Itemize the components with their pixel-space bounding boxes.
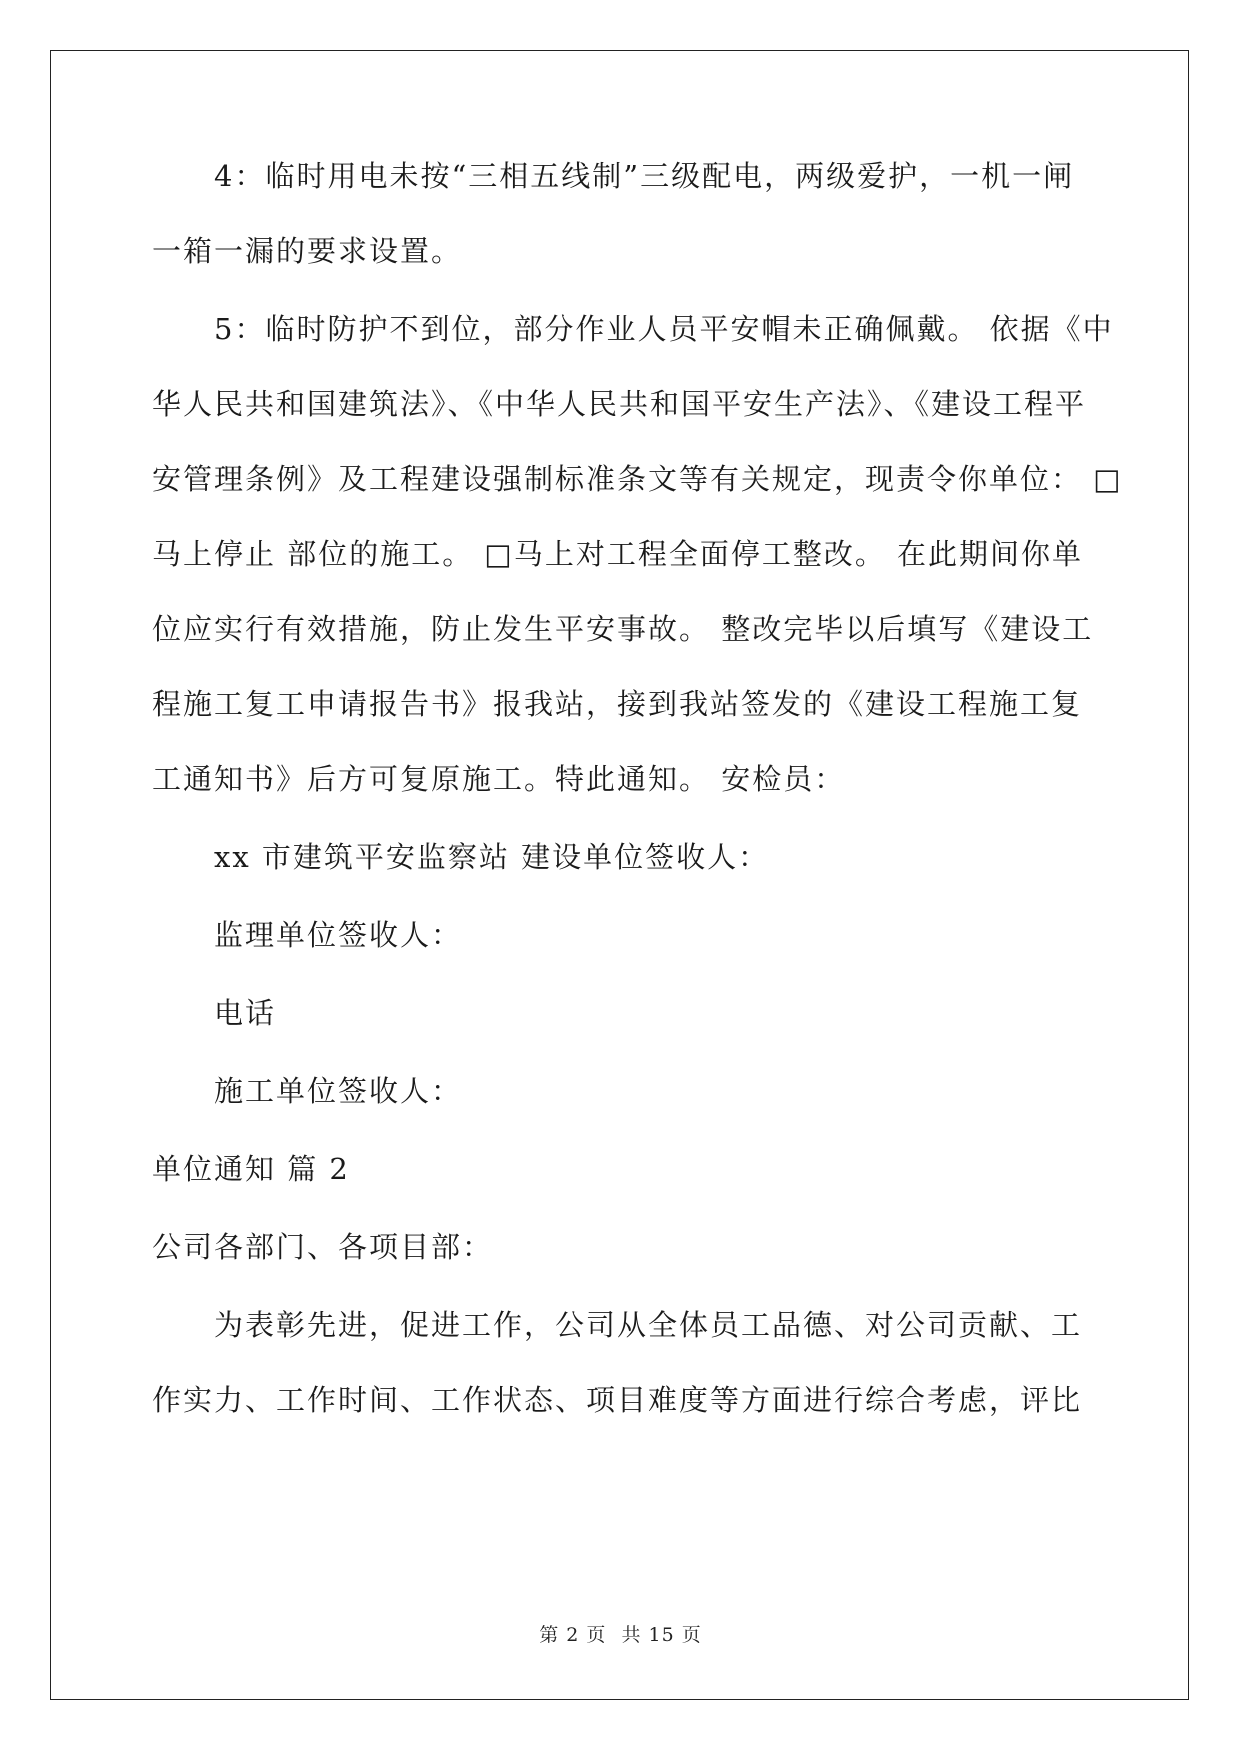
paragraph-line: 位应实行有效措施，防止发生平安事故。 整改完毕以后填写《建设工 [152,612,1094,646]
page-number: 第 2 页 [539,1624,607,1646]
page-footer [0,1620,1241,1647]
paragraph-line: 为表彰先进，促进工作，公司从全体员工品德、对公司贡献、工 [214,1308,1083,1342]
page-total: 共 15 页 [621,1624,702,1646]
paragraph-line: 马上停止 部位的施工。 □马上对工程全面停工整改。 在此期间你单 [152,537,1084,571]
paragraph-line: 4：临时用电未按“三相五线制”三级配电，两级爱护，一机一闸 [214,159,1075,193]
paragraph-line: 华人民共和国建筑法》、《中华人民共和国平安生产法》、《建设工程平 [152,387,1087,421]
paragraph-line: 一箱一漏的要求设置。 [152,234,463,268]
paragraph-line: 作实力、工作时间、工作状态、项目难度等方面进行综合考虑，评比 [152,1383,1083,1417]
paragraph-line: 安管理条例》及工程建设强制标准条文等有关规定，现责令你单位： □ [152,462,1123,496]
signature-line: 监理单位签收人： [214,918,463,952]
addressee: 公司各部门、各项目部： [152,1230,494,1264]
paragraph-line: 工通知书》后方可复原施工。特此通知。 安检员： [152,762,846,796]
paragraph-line: 5：临时防护不到位，部分作业人员平安帽未正确佩戴。 依据《中 [214,312,1114,346]
signature-line: xx 市建筑平安监察站 建设单位签收人： [214,840,770,874]
signature-line: 施工单位签收人： [214,1074,463,1108]
paragraph-line: 程施工复工申请报告书》报我站，接到我站签发的《建设工程施工复 [152,687,1083,721]
phone-label: 电话 [214,996,277,1030]
section-heading: 单位通知 篇 2 [152,1152,350,1186]
